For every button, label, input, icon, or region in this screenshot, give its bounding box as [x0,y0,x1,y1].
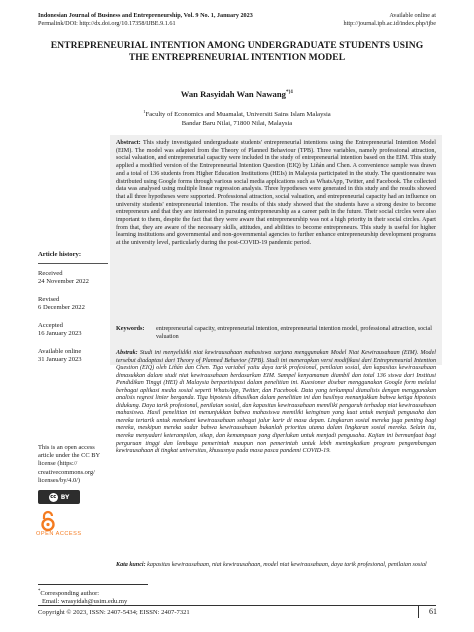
abstract-text: This study investigated undergraduate students' entrepreneurial intentions using the Entrepreneurial Intention Model (EIM). The model was adapted from the Theory of Planned Behaviour (TPB). Three variables, namely professional attraction, social valuation, and entrepreneurial capacity were included in the study of entrepreneurial intention based on the EIM. This study applied a modified version of the Entrepreneurial Intention Question (EIQ) by Liñán and Chen. A convenience sample was drawn and a total of 136 students from Higher Education Institutions (HEIs) in Malaysia participated in the study. The questionnaire was distributed using Google forms through various social media applications such as WhatsApp, Twitter, and Facebook. The collected data was analysed using multiple linear regression analysis. Three hypotheses were generated in this study and the results showed that all three hypotheses were supported. Professional attraction, social valuation, and entrepreneurial capacity had an influence on university students' entrepreneurial intention. The results of this study showed that the students have a strong desire to become entrepreneurs and that they are interested in pursuing entrepreneurship as a career path in the future. Their social circles were also important to them, despite the fact that they were aware that entrepreneurship was not a high priority in their social circles. Apart from that, they are aware of the necessary skills, attitudes, and abilities to become entrepreneurs. This study is useful for higher learning institutions and governmental and non-governmental agencies to further enhance entrepreneurship development programs at the university level, particularly during the post-COVID-19 pandemic period. [116,140,436,247]
katakunci-label: Kata kunci: [116,562,146,568]
abstract-label: Abstract: [116,140,141,146]
page-number: 61 [418,605,437,618]
author-line [36,89,438,99]
revised-date: 6 December 2022 [38,304,85,312]
permalink: Permalink/DOI: http://dx.doi.org/10.17358/IJBE.9.1.61 [38,20,176,27]
received [38,270,108,287]
title-line-1: ENTREPRENEURIAL INTENTION AMONG UNDERGRADUATE STUDENTS USING [50,40,424,51]
affiliation-mark: 1 [143,109,146,114]
abstract [116,140,436,248]
footnote-divider [38,584,148,585]
keywords-text: entrepreneurial capacity, entrepreneurial intention, entrepreneurial intention model, professional attraction, social valuation [156,326,432,340]
title-line-2: THE ENTREPRENEURIAL INTENTION MODEL [128,51,346,63]
paper-title [36,40,438,63]
kata-kunci [116,562,436,570]
by-label: BY [60,493,70,501]
footnote [38,588,238,607]
available-online [38,348,108,365]
corresponding-email[interactable]: Email: wrasyidah@usim.edu.my [42,598,128,606]
cc-icon: cc [50,494,57,500]
accepted-label: Accepted [38,322,63,329]
footer-divider [38,605,436,606]
available-label: Available online at [389,12,436,19]
abstrak-label: Abstrak: [116,350,138,356]
affiliation [120,108,354,128]
author-name: Wan Rasyidah Wan Nawang [180,89,286,99]
keywords [116,326,436,341]
online-date: 31 January 2023 [38,356,82,364]
katakunci-text: kapasitas kewirausahaan, niat kewirausahaan, model niat kewirausahaan, daya tarik profesional, penilaian sosial [147,562,427,568]
revised [38,296,108,313]
copyright: Copyright © 2023, ISSN: 2407-5434; EISSN: 2407-7321 [38,609,190,616]
license-text: This is an open access article under the CC BY license (https:// creativecommons.org/ licenses/by/4.0/) [38,444,100,484]
open-access-label: OPEN ACCESS [36,531,82,537]
online-label: Available online [38,348,82,355]
article-history-title: Article history: [38,251,82,258]
revised-label: Revised [38,296,60,303]
accepted-date: 16 January 2023 [38,330,82,338]
cc-by-badge[interactable] [38,490,80,504]
available-url[interactable]: http://journal.ipb.ac.id/index.php/ijbe [343,20,436,27]
author-mark: *)1 [285,89,294,96]
history-divider [38,263,108,264]
affiliation-line-2: Bandar Baru Nilai, 71800 Nilai, Malaysia [181,119,293,127]
abstrak-text: Studi ini menyelidiki niat kewirausahaan mahasiswa sarjana menggunakan Model Niat Kewirausahaan (EIM). Model tersebut diadaptasi dari Theory of Planned Behavior (TPB). Studi ini menerapkan versi modifikasi dari Entrepreneurial Intention Question (EIQ) oleh Liñán dan Chen. Tiga variabel yaitu daya tarik profesional, penilaian sosial, dan kapasitas kewirausahaan dimasukkan dalam studi niat kewirausahaan berdasarkan EIM. Sampel kenyamanan diambil dan total 136 siswa dari Institusi Pendidikan Tinggi (HEI) di Malaysia berpartisipasi dalam penelitian ini. Kuesioner disebar menggunakan Google form melalui berbagai aplikasi media sosial seperti WhatsApp, Twitter, dan Facebook. Data yang terkumpul dianalisis dengan menggunakan analisis regresi linier berganda. Tiga hipotesis dihasilkan dalam penelitian ini dan hasilnya menunjukkan bahwa ketiga hipotesis didukung. Daya tarik profesional, penilaian sosial, dan kapasitas kewirausahaan memiliki pengaruh terhadap niat kewirausahaan mahasiswa. Hasil penelitian ini menunjukkan bahwa mahasiswa memiliki keinginan yang kuat untuk menjadi pengusaha dan mereka tertarik untuk menekuni kewirausahaan sebagai jalur karir di masa depan. Lingkaran sosial mereka juga penting bagi mereka, meskipun mereka sadar bahwa kewirausahaan bukanlah prioritas utama dalam lingkaran sosial mereka. Selain itu, mereka menyadari keterampilan, sikap, dan kemampuan yang diperlukan untuk menjadi pengusaha. Kajian ini bermanfaat bagi perguruan tinggi dan lembaga pemerintah maupun non pemerintah untuk lebih meningkatkan program pengembangan kewirausahaan di tingkat universitas, khususnya pada masa pasca pandemi COVID-19. [116,350,436,455]
affiliation-line-1: Faculty of Economics and Muamalat, Universiti Sains Islam Malaysia [145,111,331,119]
accepted [38,322,108,339]
received-date: 24 November 2022 [38,278,89,286]
running-header [38,12,298,28]
availability [296,12,436,28]
footnote-mark: * [38,589,41,594]
abstrak [116,350,436,456]
corresponding-label: Corresponding author: [40,590,100,598]
keywords-label: Keywords: [116,326,145,332]
journal-name: Indonesian Journal of Business and Entrepreneurship, Vol. 9 No. 1, January 2023 [38,12,253,19]
received-label: Received [38,270,63,277]
